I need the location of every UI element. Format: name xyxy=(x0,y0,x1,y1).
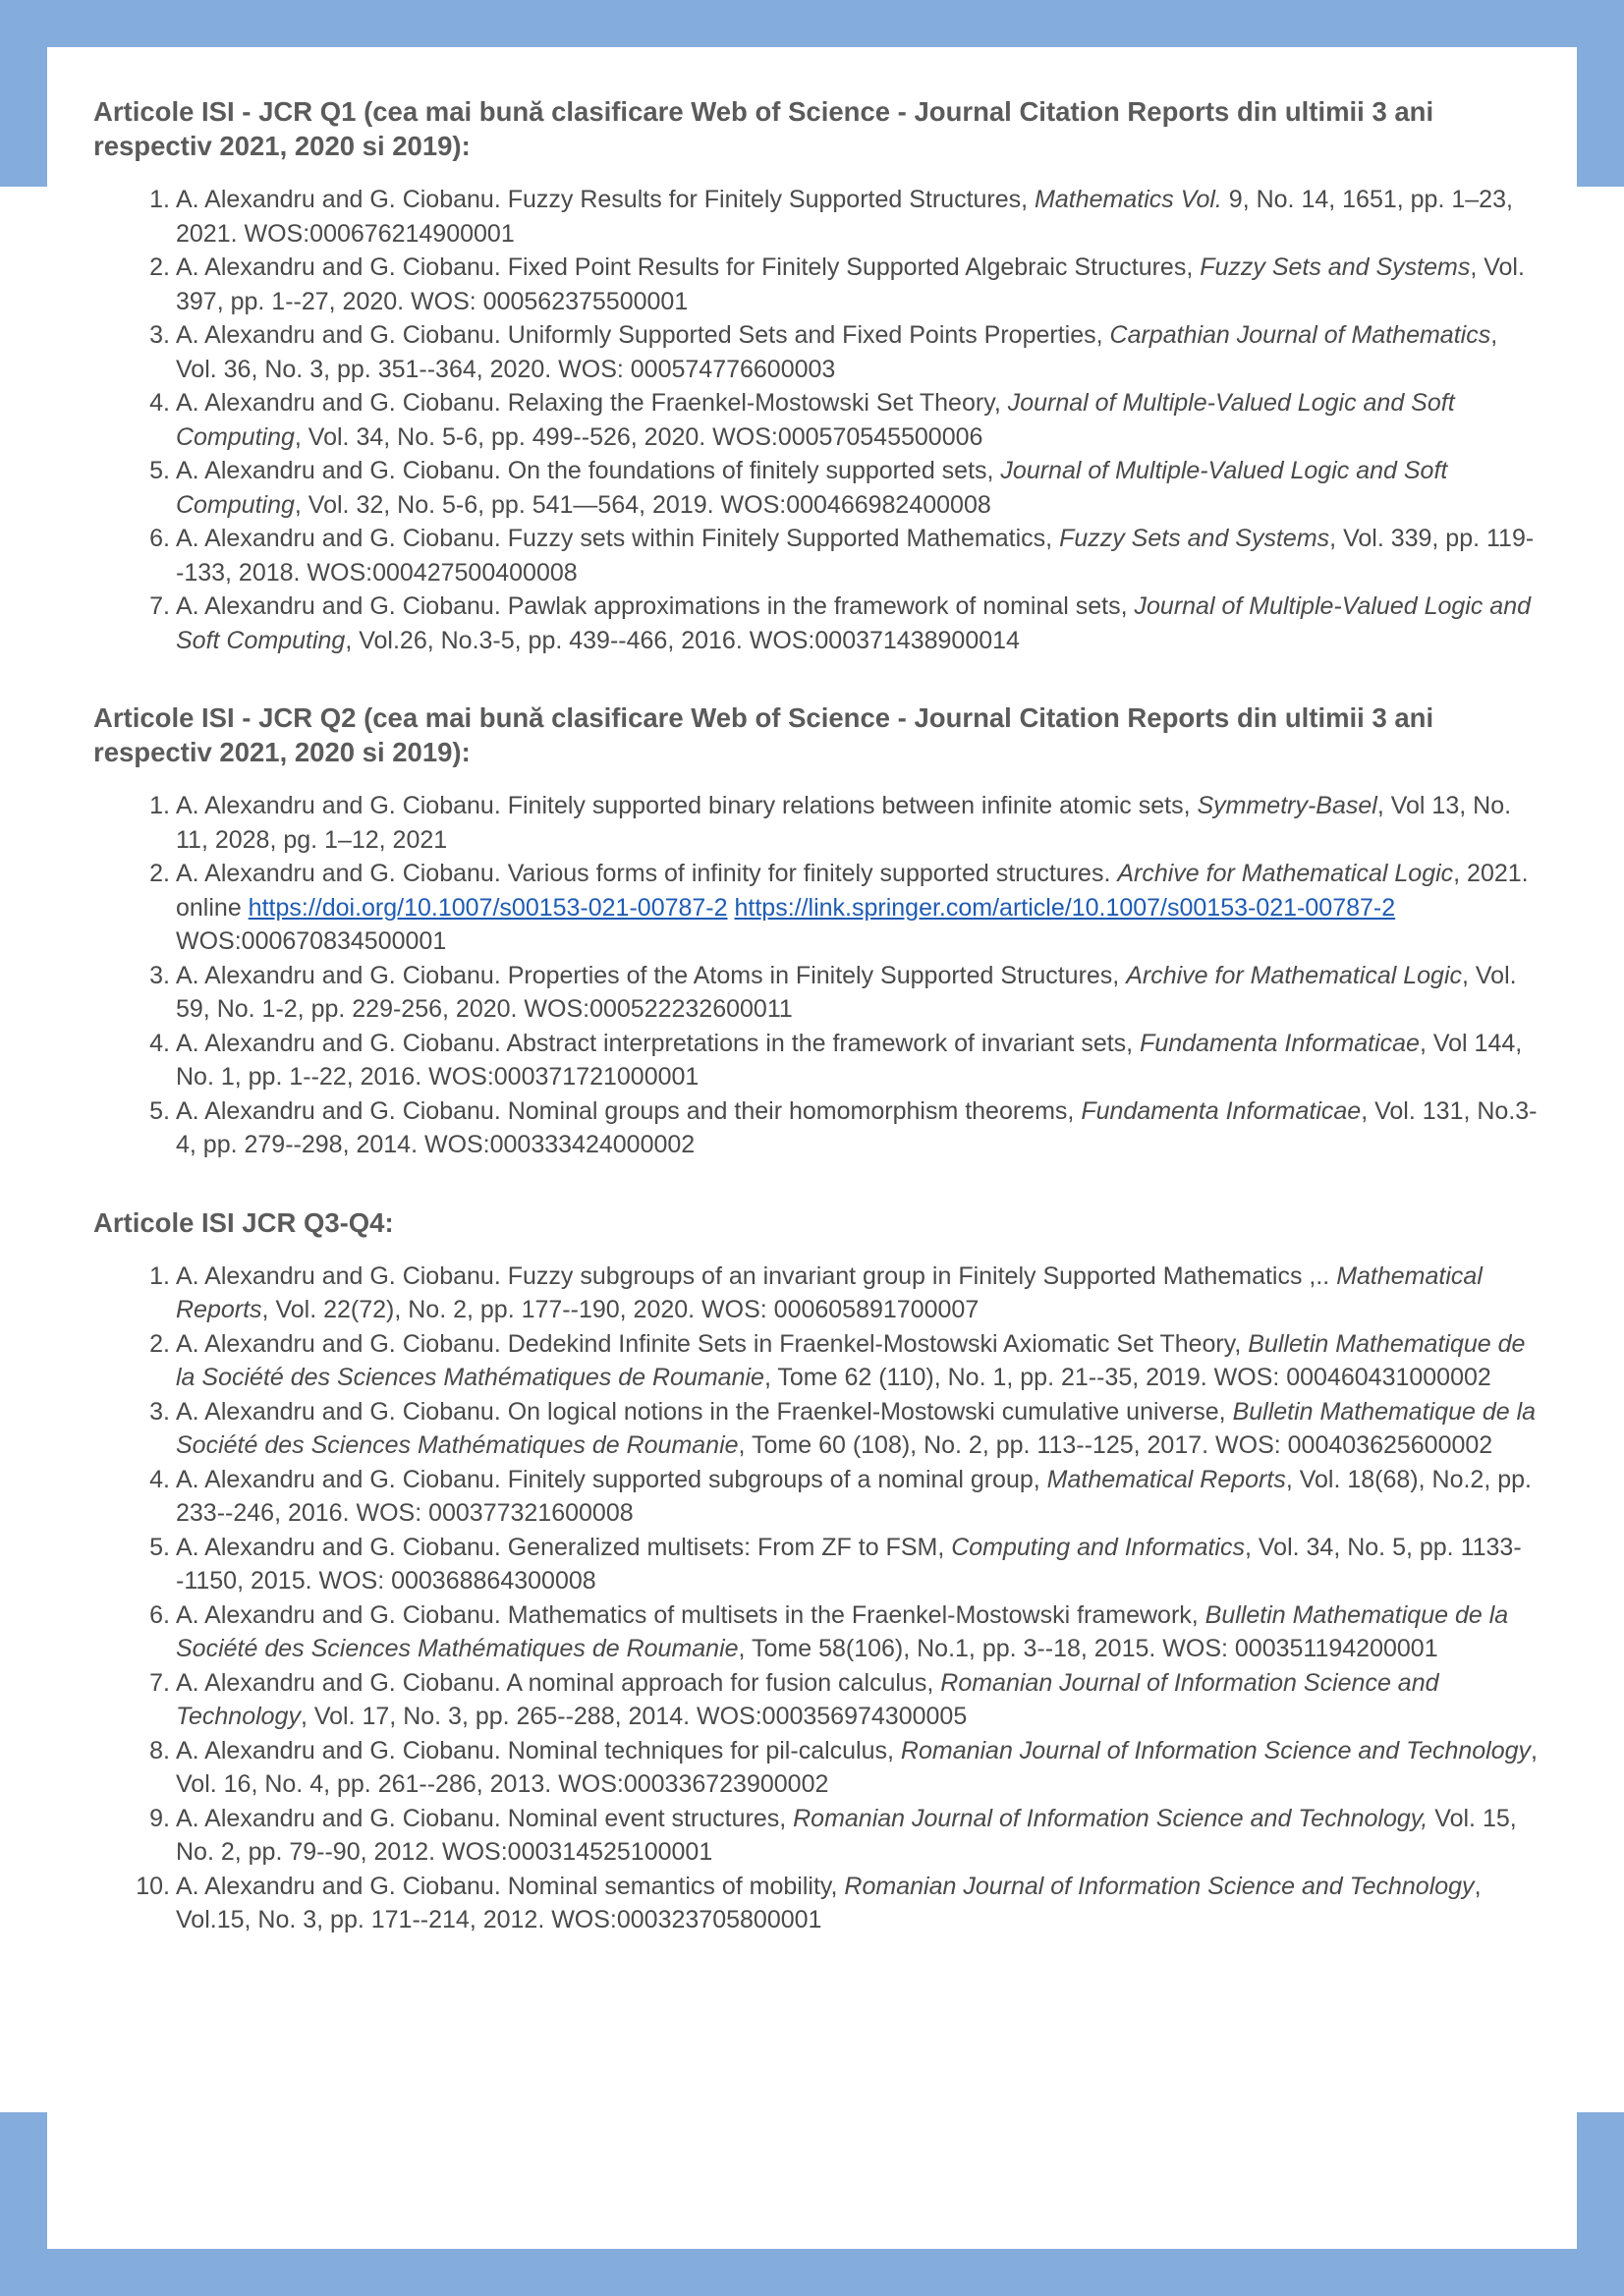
springer-link[interactable]: https://link.springer.com/article/10.1007/s00153-021-00787-2 xyxy=(734,893,1396,922)
page-frame-top xyxy=(0,0,1624,47)
reference-authors-title: A. Alexandru and G. Ciobanu. Nominal event structures, xyxy=(176,1804,794,1832)
reference-number: 2. xyxy=(149,1329,170,1358)
reference-number: 5. xyxy=(149,457,170,484)
reference-number: 3. xyxy=(149,961,170,989)
reference-journal: Fundamenta Informaticae xyxy=(1081,1096,1362,1125)
reference-details: , Vol. 17, No. 3, pp. 265--288, 2014. WOS:000356974300005 xyxy=(300,1703,968,1730)
reference-details: , Vol. 339, pp. 119--133, 2018. WOS:000427500400008 xyxy=(176,525,1535,587)
reference-list xyxy=(93,789,1538,1162)
reference-details: , Vol.15, No. 3, pp. 171--214, 2012. WOS:000323705800001 xyxy=(176,1872,1482,1933)
reference-list xyxy=(93,183,1538,657)
reference-item xyxy=(149,959,1538,1027)
reference-authors-title: A. Alexandru and G. Ciobanu. Dedekind Infinite Sets in Fraenkel-Mostowski Axiomatic Set Theory, xyxy=(176,1329,1249,1358)
reference-details: , Vol. 18(68), No.2, pp. 233--246, 2016. WOS: 000377321600008 xyxy=(176,1465,1532,1527)
section-q1 xyxy=(93,94,1538,657)
reference-number: 10. xyxy=(136,1872,170,1900)
section-heading: Articole ISI - JCR Q1 (cea mai bună clasificare Web of Science - Journal Citation Reports din ultimii 3 ani respectiv 2021, 2020 si 2019): xyxy=(93,96,1434,161)
reference-number: 4. xyxy=(149,389,170,417)
reference-journal: Computing and Informatics xyxy=(951,1533,1245,1561)
reference-details: , Vol.26, No.3-5, pp. 439--466, 2016. WOS:000371438900014 xyxy=(345,626,1020,654)
page-frame-left-bottom xyxy=(0,2112,47,2296)
reference-journal: Archive for Mathematical Logic xyxy=(1126,961,1462,989)
reference-details: , Vol. 16, No. 4, pp. 261--286, 2013. WOS:000336723900002 xyxy=(176,1736,1538,1798)
reference-authors-title: A. Alexandru and G. Ciobanu. Uniformly Supported Sets and Fixed Points Properties, xyxy=(176,321,1110,349)
reference-item xyxy=(149,1027,1538,1094)
reference-authors-title: A. Alexandru and G. Ciobanu. On the foundations of finitely supported sets, xyxy=(176,457,1001,484)
reference-number: 1. xyxy=(149,792,170,819)
reference-details: , Vol. 397, pp. 1--27, 2020. WOS: 000562375500001 xyxy=(176,253,1525,315)
reference-journal: Fuzzy Sets and Systems xyxy=(1200,253,1471,281)
reference-journal: Archive for Mathematical Logic xyxy=(1117,860,1454,887)
reference-authors-title: A. Alexandru and G. Ciobanu. Fuzzy Results for Finitely Supported Structures, xyxy=(176,186,1036,213)
reference-details: , Vol. 59, No. 1-2, pp. 229-256, 2020. WOS:000522232600011 xyxy=(176,961,1517,1023)
reference-number: 1. xyxy=(149,1261,170,1290)
reference-journal: Carpathian Journal of Mathematics xyxy=(1109,321,1491,349)
reference-authors-title: A. Alexandru and G. Ciobanu. Relaxing the Fraenkel-Mostowski Set Theory, xyxy=(176,389,1008,417)
reference-item xyxy=(149,1531,1538,1598)
reference-number: 1. xyxy=(149,186,170,213)
reference-journal: Mathematics Vol. xyxy=(1035,186,1222,213)
reference-details: 9, No. 14, 1651, pp. 1–23, 2021. WOS:000676214900001 xyxy=(176,186,1513,248)
reference-authors-title: A. Alexandru and G. Ciobanu. Fuzzy subgroups of an invariant group in Finitely Supported Mathematics ,.. xyxy=(176,1261,1337,1290)
reference-journal: Romanian Journal of Information Science and Technology, xyxy=(793,1804,1428,1832)
reference-journal: Romanian Journal of Information Science and Technology xyxy=(176,1668,1439,1730)
reference-wos-id: WOS:000670834500001 xyxy=(176,927,447,955)
reference-authors-title: A. Alexandru and G. Ciobanu. Properties of the Atoms in Finitely Supported Structures, xyxy=(176,961,1127,989)
reference-authors-title: A. Alexandru and G. Ciobanu. On logical notions in the Fraenkel-Mostowski cumulative universe, xyxy=(176,1397,1233,1426)
section-heading: Articole ISI JCR Q3-Q4: xyxy=(93,1206,394,1238)
reference-journal: Bulletin Mathematique de la Société des Sciences Mathématiques de Roumanie xyxy=(176,1329,1526,1391)
reference-journal: Fundamenta Informaticae xyxy=(1140,1029,1420,1057)
reference-item xyxy=(149,1734,1538,1802)
reference-number: 3. xyxy=(149,1397,170,1426)
reference-item xyxy=(149,1395,1538,1463)
reference-item xyxy=(149,454,1538,522)
reference-authors-title: A. Alexandru and G. Ciobanu. Finitely supported binary relations between infinite atomic sets, xyxy=(176,792,1198,819)
reference-number: 8. xyxy=(149,1736,170,1764)
reference-journal: Romanian Journal of Information Science and Technology xyxy=(844,1872,1475,1900)
reference-authors-title: A. Alexandru and G. Ciobanu. Nominal semantics of mobility, xyxy=(176,1872,845,1900)
reference-number: 9. xyxy=(149,1804,170,1832)
reference-details: , Tome 58(106), No.1, pp. 3--18, 2015. WOS: 000351194200001 xyxy=(738,1635,1438,1662)
reference-item xyxy=(149,589,1538,657)
reference-authors-title: A. Alexandru and G. Ciobanu. A nominal approach for fusion calculus, xyxy=(176,1668,941,1697)
reference-item xyxy=(149,789,1538,857)
reference-number: 2. xyxy=(149,253,170,281)
reference-journal: Bulletin Mathematique de la Société des Sciences Mathématiques de Roumanie xyxy=(176,1600,1509,1662)
page-frame-right-bottom xyxy=(1577,2112,1624,2296)
reference-number: 7. xyxy=(149,1668,170,1697)
reference-number: 5. xyxy=(149,1533,170,1561)
reference-authors-title: A. Alexandru and G. Ciobanu. Nominal techniques for pil-calculus, xyxy=(176,1736,901,1764)
reference-item xyxy=(149,1666,1538,1734)
reference-journal: Bulletin Mathematique de la Société des Sciences Mathématiques de Roumanie xyxy=(176,1397,1537,1459)
reference-number: 4. xyxy=(149,1029,170,1057)
reference-number: 4. xyxy=(149,1465,170,1493)
reference-item xyxy=(149,1327,1538,1395)
reference-number: 7. xyxy=(149,592,170,620)
reference-item xyxy=(149,318,1538,386)
reference-journal: Journal of Multiple-Valued Logic and Soft Computing xyxy=(176,457,1448,519)
reference-item xyxy=(136,1870,1538,1937)
section-q3-q4 xyxy=(93,1205,1538,1937)
reference-journal: Romanian Journal of Information Science and Technology xyxy=(900,1736,1532,1764)
reference-list xyxy=(93,1260,1538,1937)
reference-journal: Fuzzy Sets and Systems xyxy=(1059,525,1330,552)
reference-item xyxy=(149,522,1538,589)
section-q2 xyxy=(93,700,1538,1162)
reference-number: 5. xyxy=(149,1096,170,1125)
reference-number: 2. xyxy=(149,860,170,887)
reference-details: , Tome 60 (108), No. 2, pp. 113--125, 2017. WOS: 000403625600002 xyxy=(738,1431,1493,1459)
reference-details: , Vol 144, No. 1, pp. 1--22, 2016. WOS:000371721000001 xyxy=(176,1029,1523,1091)
reference-authors-title: A. Alexandru and G. Ciobanu. Abstract interpretations in the framework of invariant sets, xyxy=(176,1029,1141,1057)
reference-authors-title: A. Alexandru and G. Ciobanu. Pawlak approximations in the framework of nominal sets, xyxy=(176,592,1135,620)
page-frame-right-top xyxy=(1577,0,1624,187)
reference-details: Vol. 15, No. 2, pp. 79--90, 2012. WOS:000314525100001 xyxy=(176,1804,1517,1866)
doi-link[interactable]: https://doi.org/10.1007/s00153-021-00787-2 xyxy=(248,893,728,922)
reference-authors-title: A. Alexandru and G. Ciobanu. Finitely supported subgroups of a nominal group, xyxy=(176,1465,1047,1493)
reference-item xyxy=(149,1802,1538,1870)
page-frame-bottom xyxy=(0,2249,1624,2296)
reference-details: , Vol. 131, No.3-4, pp. 279--298, 2014. WOS:000333424000002 xyxy=(176,1096,1538,1158)
reference-journal: Journal of Multiple-Valued Logic and Soft Computing xyxy=(176,592,1532,654)
reference-item xyxy=(149,1463,1538,1531)
reference-details: , Vol. 22(72), No. 2, pp. 177--190, 2020. WOS: 000605891700007 xyxy=(261,1296,980,1323)
reference-details: , Tome 62 (110), No. 1, pp. 21--35, 2019. WOS: 000460431000002 xyxy=(763,1364,1491,1391)
reference-details: , Vol. 34, No. 5, pp. 1133--1150, 2015. WOS: 000368864300008 xyxy=(176,1533,1522,1595)
reference-authors-title: A. Alexandru and G. Ciobanu. Mathematics of multisets in the Fraenkel-Mostowski framework, xyxy=(176,1600,1205,1629)
reference-item xyxy=(149,1598,1538,1666)
reference-journal: Journal of Multiple-Valued Logic and Soft Computing xyxy=(176,389,1455,451)
reference-item xyxy=(149,386,1538,454)
reference-journal: Symmetry-Basel xyxy=(1197,792,1377,819)
reference-details: , Vol 13, No. 11, 2028, pg. 1–12, 2021 xyxy=(176,792,1512,854)
reference-authors-title: A. Alexandru and G. Ciobanu. Fuzzy sets within Finitely Supported Mathematics, xyxy=(176,525,1060,552)
reference-details: , Vol. 34, No. 5-6, pp. 499--526, 2020. WOS:000570545500006 xyxy=(294,422,983,451)
reference-authors-title: A. Alexandru and G. Ciobanu. Fixed Point Results for Finitely Supported Algebraic Structures, xyxy=(176,253,1201,281)
reference-details: , Vol. 36, No. 3, pp. 351--364, 2020. WOS: 000574776600003 xyxy=(176,321,1498,383)
reference-journal: Mathematical Reports xyxy=(1046,1465,1286,1493)
reference-item xyxy=(149,1260,1538,1327)
reference-journal: Mathematical Reports xyxy=(176,1261,1483,1323)
reference-number: 3. xyxy=(149,321,170,349)
reference-number: 6. xyxy=(149,1600,170,1629)
reference-item xyxy=(149,183,1538,251)
reference-details: , 2021. online xyxy=(176,860,1529,922)
reference-item xyxy=(149,1094,1538,1162)
page-frame-left-top xyxy=(0,0,47,187)
reference-authors-title: A. Alexandru and G. Ciobanu. Generalized multisets: From ZF to FSM, xyxy=(176,1533,952,1561)
reference-authors-title: A. Alexandru and G. Ciobanu. Various forms of infinity for finitely supported structures. xyxy=(176,860,1118,887)
document-body xyxy=(93,94,1538,1981)
section-heading: Articole ISI - JCR Q2 (cea mai bună clasificare Web of Science - Journal Citation Reports din ultimii 3 ani respectiv 2021, 2020 si 2019): xyxy=(93,702,1434,767)
reference-number: 6. xyxy=(149,525,170,552)
reference-details: , Vol. 32, No. 5-6, pp. 541—564, 2019. WOS:000466982400008 xyxy=(294,490,991,519)
reference-item xyxy=(149,251,1538,318)
reference-item xyxy=(149,857,1538,959)
reference-authors-title: A. Alexandru and G. Ciobanu. Nominal groups and their homomorphism theorems, xyxy=(176,1096,1082,1125)
